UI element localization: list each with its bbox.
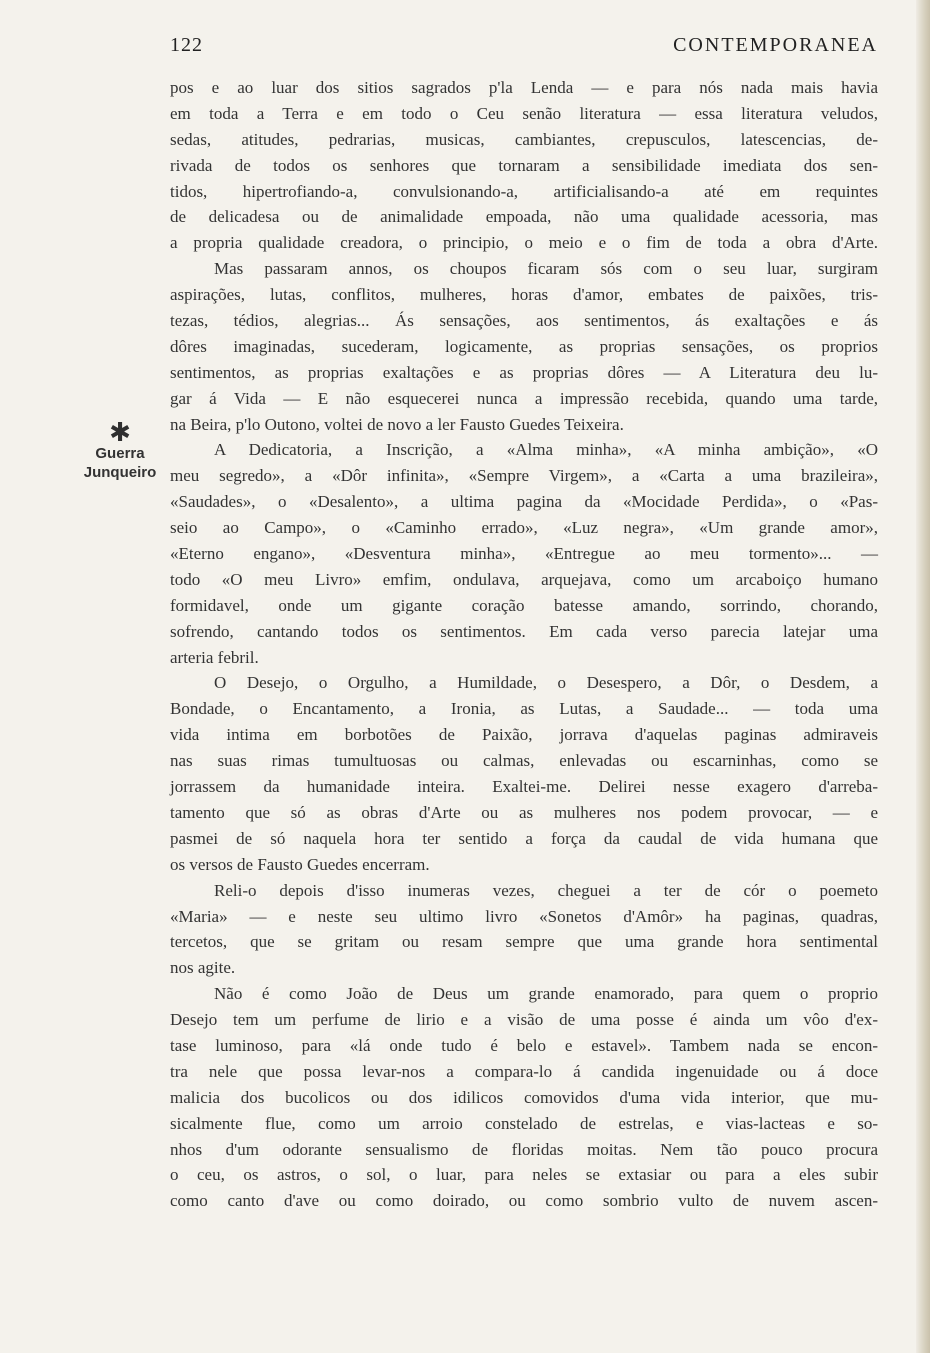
text-line: «Maria» — e neste seu ultimo livro «Sonetos d'Amôr» ha paginas, quadras, [170,906,878,926]
text-line: jorrassem da humanidade inteira. Exaltei-me. Delirei nesse exagero d'arreba- [170,777,878,797]
text-line: tidos, hipertrofiando-a, convulsionando-a, artificialisando-a até em requintes [170,181,878,201]
text-line: formidavel, onde um gigante coração batesse amando, sorrindo, chorando, [170,595,878,615]
text-line: «Saudades», o «Desalento», a ultima pagina da «Mocidade Perdida», o «Pas- [170,492,878,512]
text-line: vida intima em borbotões de Paixão, jorrava d'aquelas paginas admiraveis [170,725,878,745]
text-line: sofrendo, cantando todos os sentimentos. Em cada verso parecia latejar uma [170,621,878,641]
text-line: sentimentos, as proprias exaltações e as proprias dôres — A Literatura deu lu- [170,362,878,382]
text-line: pos e ao luar dos sitios sagrados p'la Lenda — e para nós nada mais havia [170,78,878,97]
page-number: 122 [170,34,203,56]
text-line: malicia dos bucolicos ou dos idilicos comovidos d'uma vida interior, que mu- [170,1087,878,1107]
text-line: aspirações, lutas, conflitos, mulheres, horas d'amor, embates de paixões, tris- [170,285,878,305]
text-line: nhos d'um odorante sensualismo de floridas moitas. Nem tão pouco procura [170,1139,878,1159]
page-header [170,34,878,64]
text-line: na Beira, p'lo Outono, voltei de novo a ler Fausto Guedes Teixeira. [170,414,624,434]
text-line: sicalmente flue, como um arroio constelado de estrelas, e vias-lacteas e so- [170,1113,878,1133]
text-line: tezas, tédios, alegrias... Ás sensações, aos sentimentos, ás exaltações e ás [170,311,878,331]
text-line: tase luminoso, para «lá onde tudo é belo e estavel». Tambem nada se encon- [170,1035,878,1055]
text-line: dôres imaginadas, sucederam, logicamente, as proprias sensações, os proprios [170,336,878,356]
text-line: meu segredo», a «Dôr infinita», «Sempre Virgem», a «Carta a uma brazileira», [170,466,878,486]
text-line: os versos de Fausto Guedes encerram. [170,854,430,874]
text-line: tra nele que possa levar-nos a compara-lo á candida ingenuidade ou á doce [170,1061,878,1081]
text-line: Não é como João de Deus um grande enamorado, para quem o proprio [214,984,878,1004]
star-icon: ✱ [109,417,131,447]
text-line: O Desejo, o Orgulho, a Humildade, o Desespero, a Dôr, o Desdem, a [214,673,878,693]
margin-note-line: Junqueiro [83,464,157,481]
running-title: CONTEMPORANEA [673,34,878,56]
text-line: pasmei de só naquela hora ter sentido a força da caudal de vida humana que [170,828,878,848]
text-line: nas suas rimas tumultuosas ou calmas, enlevadas ou escarninhas, como se [170,751,878,771]
margin-note [74,417,166,482]
text-line: tercetos, que se gritam ou resam sempre que uma grande hora sentimental [170,932,878,952]
text-line: Mas passaram annos, os choupos ficaram sós com o seu luar, surgiram [214,259,878,279]
text-line: Desejo tem um perfume de lirio e a visão de uma posse é ainda um vôo d'ex- [170,1010,878,1030]
margin-note-line: Guerra [95,445,145,462]
body-text [170,75,878,1214]
text-line: Bondade, o Encantamento, a Ironia, as Lutas, a Saudade... — toda uma [170,699,878,719]
text-line: seio ao Campo», o «Caminho errado», «Luz negra», «Um grande amor», [170,518,878,538]
text-line: de delicadesa ou de animalidade empoada, não uma qualidade acessoria, mas [170,207,878,227]
text-line: a propria qualidade creadora, o principio, o meio e o fim de toda a obra d'Arte. [170,233,878,253]
text-line: Reli-o depois d'isso inumeras vezes, cheguei a ter de cór o poemeto [214,880,878,900]
text-line: arteria febril. [170,647,259,667]
text-line: em toda a Terra e em todo o Ceu senão literatura — essa literatura veludos, [170,103,878,123]
text-line: todo «O meu Livro» emfim, ondulava, arquejava, como um arcaboiço humano [170,569,878,589]
text-line: nos agite. [170,958,236,978]
text-line: tamento que só as obras d'Arte ou as mulheres nos podem provocar, — e [170,802,878,822]
text-line: A Dedicatoria, a Inscrição, a «Alma minha», «A minha ambição», «O [214,440,878,460]
text-line: rivada de todos os senhores que tornaram a sensibilidade imediata dos sen- [170,155,878,175]
text-line: gar á Vida — E não esquecerei nunca a impressão recebida, quando uma tarde, [170,388,878,408]
text-line: «Eterno engano», «Desventura minha», «Entregue ao meu tormento»... — [170,544,878,564]
text-line: como canto d'ave ou como doirado, ou como sombrio vulto de nuvem ascen- [170,1191,878,1211]
text-line: o ceu, os astros, o sol, o luar, para neles se extasiar ou para a eles subir [170,1165,878,1185]
page-edge [916,0,930,1353]
text-line: sedas, atitudes, pedrarias, musicas, cambiantes, crepusculos, latescencias, de- [170,129,878,149]
